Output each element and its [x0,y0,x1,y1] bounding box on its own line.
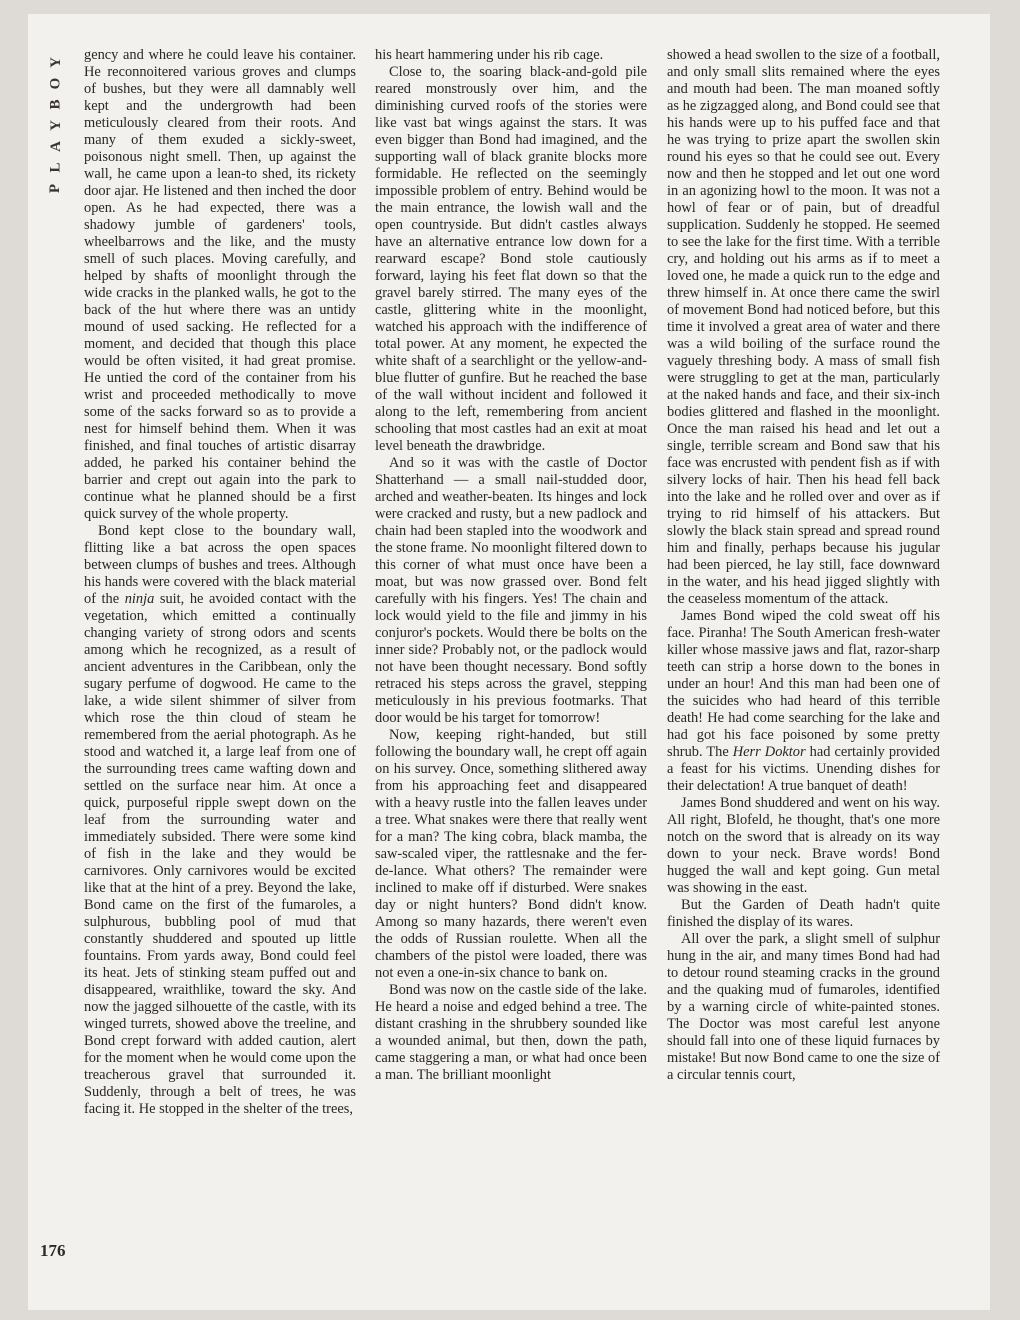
article-paragraph: Now, keeping right-handed, but still following the boundary wall, he crept off again on his survey. Once, something slithered away from his approaching feet and disappeared with a heavy rustle into the fallen leaves under a tree. What snakes were there that really went for a man? The king cobra, black mamba, the saw-scaled viper, the rattlesnake and the fer-de-lance. What others? The remainder were inclined to make off if disturbed. Were snakes day or night hunters? Bond didn't know. Among so many hazards, there weren't even the odds of Russian roulette. When all the chambers of the pistol were loaded, there was not even a one-in-six chance to bank on. [375,727,647,981]
italic-term: ninja [124,591,155,607]
magazine-name-letter: Y [47,120,64,131]
paragraph-text: James Bond wiped the cold sweat off his face. Piranha! The South American fresh-water killer whose massive jaws and flat, razor-sharp teeth can strip a horse down to the bones in under an hour! And this man had been one of the suicides who had heard of this terrible death! He had come searching for the lake and had got his face poisoned by some pretty shrub. The [667,608,940,760]
article-paragraph: showed a head swollen to the size of a football, and only small slits remained where the eyes and mouth had been. The man moaned softly as he zigzagged along, and Bond could see that his hands were up to his puffed face and that he was trying to prize apart the swollen skin round his eyes so that he could see out. Every now and then he stopped and let out one word in an agonizing howl to the moon. It was not a howl of fear or of pain, but of dreadful supplication. Suddenly he stopped. He seemed to see the lake for the first time. With a terrible cry, and holding out his arms as if to meet a loved one, he made a quick run to the edge and threw himself in. At once there came the swirl of movement Bond had noticed before, but this time it involved a great area of water and there was a wild boiling of the surface round the vaguely threshing body. A mass of small fish were struggling to get at the man, particularly at the naked hands and face, and their six-inch bodies glittered and flashed in the moonlight. Once the man raised his head and let out a single, terrible scream and Bond saw that his face was encrusted with pendent fish as if with silvery locks of hair. Then his head fell back into the lake and he rolled over and over as if trying to rid himself of his attackers. But slowly the black stain spread and spread round him and finally, perhaps because his jugular had been pierced, he lay still, face downward in the water, and his head jigged slightly with the ceaseless momentum of the attack. [667,47,940,607]
article-paragraph: Close to, the soaring black-and-gold pile reared monstrously over him, and the diminishing curved roofs of the stories were like vast bat wings against the stars. It was even bigger than Bond had imagined, and the supporting wall of black granite blocks more formidable. He reflected on the seemingly impossible problem of entry. Behind would be the main entrance, the lowish wall and the open countryside. But didn't castles always have an alternative entrance low down for a rearward escape? Bond stole cautiously forward, laying his feet flat down so that the gravel barely stirred. The many eyes of the castle, glittering white in the moonlight, watched his approach with the indifference of total power. At any moment, he expected the white shaft of a searchlight or the yellow-and-blue flutter of gunfire. But he reached the base of the wall without incident and followed it along to the left, remembering from ancient schooling that most castles had an exit at moat level beneath the drawbridge. [375,64,647,454]
article-paragraph: his heart hammering under his rib cage. [375,47,604,63]
article-paragraph: Bond was now on the castle side of the lake. He heard a noise and edged behind a tree. The distant crashing in the shrubbery sounded like a wounded animal, but then, down the path, came staggering a man, or what had once been a man. The brilliant moonlight [375,982,647,1083]
text-column-1 [84,47,356,1262]
article-paragraph: gency and where he could leave his container. He reconnoitered various groves and clumps of bushes, but they were all damnably well kept and the undergrowth had been meticulously cleared from their roots. And many of them exuded a sickly-sweet, poisonous night smell. Then, up against the wall, he came upon a lean-to shed, its rickety door ajar. He listened and then inched the door open. As he had expected, there was a shadowy jumble of gardeners' tools, wheelbarrows and the like, and the musty smell of such places. Moving carefully, and helped by shafts of moonlight through the wide cracks in the planked walls, he got to the back of the hut where there was an untidy mound of used sacking. He reflected for a moment, and decided that though this place would be often visited, it had great promise. He untied the cord of the container from his wrist and proceeded methodically to move some of the sacks forward so as to provide a nest for himself behind them. When it was finished, and final touches of artistic disarray added, he parked his container behind the barrier and crept out again into the park to continue what he planned should be a first quick survey of the whole property. [84,47,356,522]
magazine-name-letter: A [47,141,64,152]
page-number: 176 [40,1241,66,1260]
paragraph-text: Bond kept close to the boundary wall, flitting like a bat across the open spaces between clumps of bushes and trees. Although his hands were covered with the black material of the [84,523,356,607]
article-paragraph [667,608,940,795]
magazine-name-vertical [34,52,78,199]
article-paragraph: James Bond shuddered and went on his way. All right, Blofeld, he thought, that's one more notch on the sword that is already on its way down to your neck. Brave words! Bond hugged the wall and kept going. Gun metal was showing in the east. [667,795,940,896]
magazine-name-letter: B [47,99,64,110]
article-paragraph: All over the park, a slight smell of sulphur hung in the air, and many times Bond had had to detour round steaming cracks in the ground and the quaking mud of fumaroles, identified by a warning circle of white-painted stones. The Doctor was most careful lest anyone should fall into one of these liquid furnaces by mistake! But now Bond came to one the size of a circular tennis court, [667,931,940,1083]
paragraph-text: suit, he avoided contact with the vegetation, which emitted a continually changing variety of strong odors and scents among which he recognized, as a result of ancient adventures in the Caribbean, only the sugary perfume of dogwood. He came to the lake, a wide silent shimmer of silver from which rose the thin cloud of steam he remembered from the aerial photograph. As he stood and watched it, a large leaf from one of the surrounding trees came wafting down and settled on the surface near him. At once a quick, purposeful ripple swept down on the leaf from the surrounding water and immediately subsided. There were some kind of fish in the lake and they would be carnivores. Only carnivores would be excited like that at the hint of a prey. Beyond the lake, Bond came on the first of the fumaroles, a sulphurous, bubbling pool of mud that constantly shuddered and spouted up little fountains. From yards away, Bond could feel its heat. Jets of stinking steam puffed out and disappeared, wraithlike, toward the sky. And now the jagged silhouette of the castle, with its winged turrets, showed above the treeline, and Bond crept forward with added caution, alert for the moment when he would come upon the treacherous gravel that surrounded it. Suddenly, through a belt of trees, he was facing it. He stopped in the shelter of the trees, [84,591,356,1117]
magazine-name-letter: P [47,183,64,194]
article-paragraph: And so it was with the castle of Doctor Shatterhand — a small nail-studded door, arched and weather-beaten. Its hinges and lock were cracked and rusty, but a new padlock and chain had been stapled into the woodwork and the stone frame. No moonlight filtered down to this corner of what must once have been a moat, but was now grassed over. Bond felt carefully with his fingers. Yes! The chain and lock would yield to the file and jimmy in his conjuror's pockets. Would there be bolts on the inner side? Probably not, or the padlock would not have been thought necessary. Bond softly retraced his steps across the gravel, stepping meticulously in his previous footmarks. That door would be his target for tomorrow! [375,455,647,726]
article-paragraph [84,523,356,1118]
text-column-2 [375,47,647,1262]
magazine-name-letter: Y [47,57,64,68]
text-column-3 [667,47,940,1262]
magazine-name-letter: L [47,162,64,173]
paragraph-text: had certainly provided a feast for his victims. Unending dishes for their delectation! A true banquet of death! [667,744,940,794]
magazine-name-letter: O [47,77,64,90]
italic-term: Herr Doktor [732,744,806,760]
article-paragraph: But the Garden of Death hadn't quite finished the display of its wares. [667,897,940,930]
